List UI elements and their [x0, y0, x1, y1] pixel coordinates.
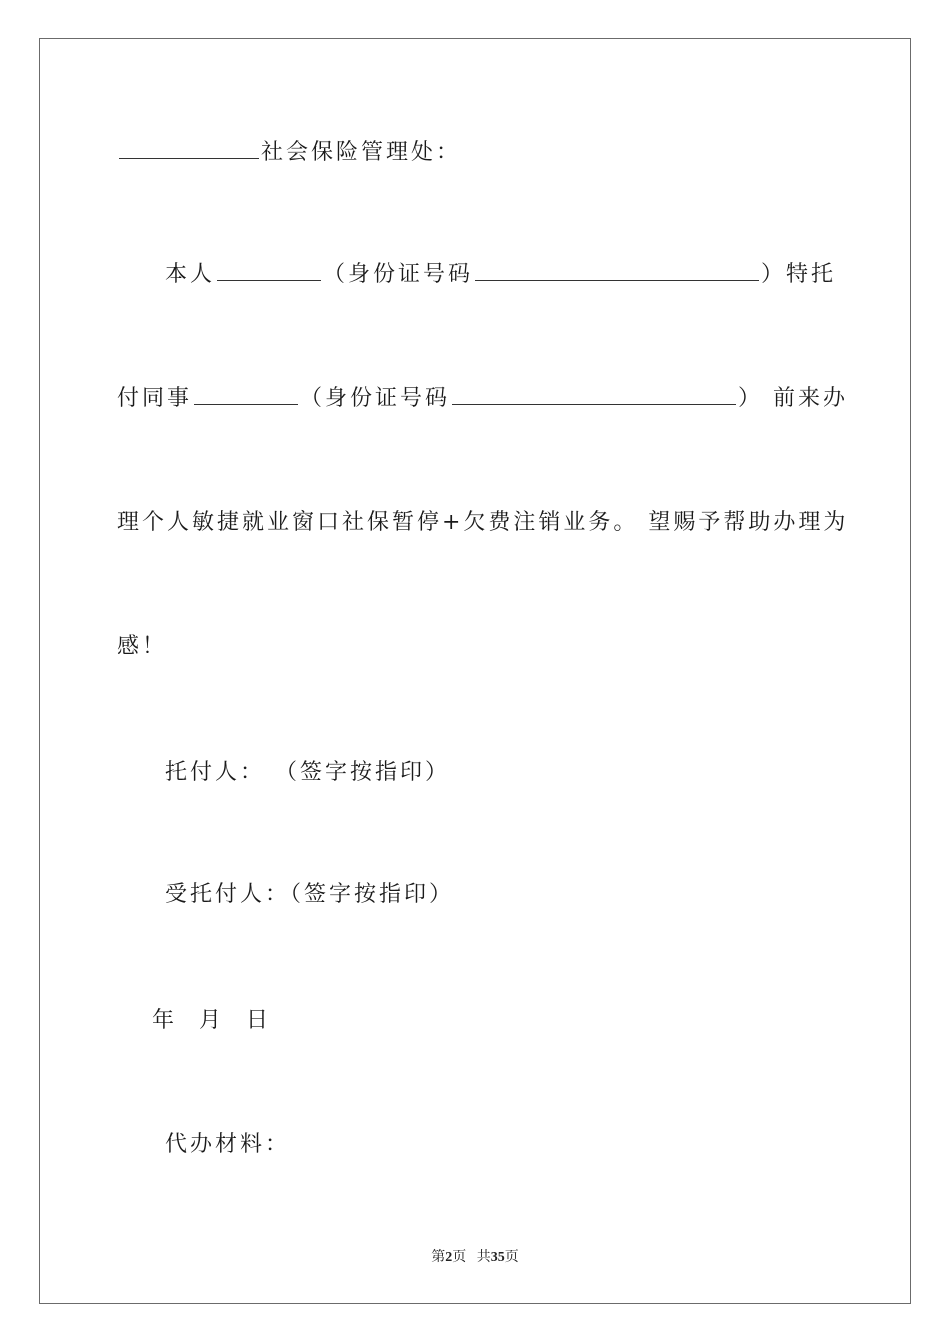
date-line [152, 1006, 293, 1036]
principal-signature-line [165, 758, 450, 788]
closing-text: 感！ [117, 634, 168, 659]
materials-line [165, 1130, 290, 1160]
principal-label: 本人 [165, 262, 216, 287]
principal-id-close: ）特托 [761, 262, 837, 287]
agent-id-open: （身份证号码 [300, 386, 451, 411]
page-border [39, 38, 911, 1304]
page-prefix: 第 [431, 1250, 446, 1265]
page-footer [0, 1246, 950, 1266]
date-month: 月 [199, 1008, 225, 1033]
business-text-line [117, 508, 848, 538]
principal-name-blank[interactable] [217, 260, 321, 281]
principal-id-open: （身份证号码 [323, 262, 474, 287]
date-year: 年 [152, 1008, 178, 1033]
agent-name-blank[interactable] [194, 384, 298, 405]
principal-id-blank[interactable] [475, 260, 759, 281]
addressee-line [117, 138, 461, 168]
principal-id-line [165, 260, 836, 290]
total-prefix: 共 [476, 1250, 491, 1265]
addressee-text: 社会保险管理处： [261, 140, 462, 165]
page-suffix: 页 [452, 1250, 467, 1265]
agent-signature-line [165, 880, 454, 910]
closing-line [117, 632, 167, 662]
agent-signature-label: 受托付人：（签字按指印） [165, 882, 455, 907]
agent-id-close: ） 前来办 [738, 386, 849, 411]
business-text: 理个人敏捷就业窗口社保暂停+欠费注销业务。 望赐予帮助办理为 [117, 510, 849, 535]
agent-label: 付同事 [117, 386, 193, 411]
materials-label: 代办材料： [165, 1132, 291, 1157]
principal-signature-label: 托付人： （签字按指印） [165, 760, 450, 785]
total-pages: 35 [490, 1250, 505, 1265]
agent-id-blank[interactable] [452, 384, 736, 405]
office-name-blank[interactable] [119, 138, 259, 159]
agent-id-line [117, 384, 848, 414]
page-number: 2 [445, 1250, 453, 1265]
date-day: 日 [246, 1008, 272, 1033]
total-suffix: 页 [504, 1250, 519, 1265]
